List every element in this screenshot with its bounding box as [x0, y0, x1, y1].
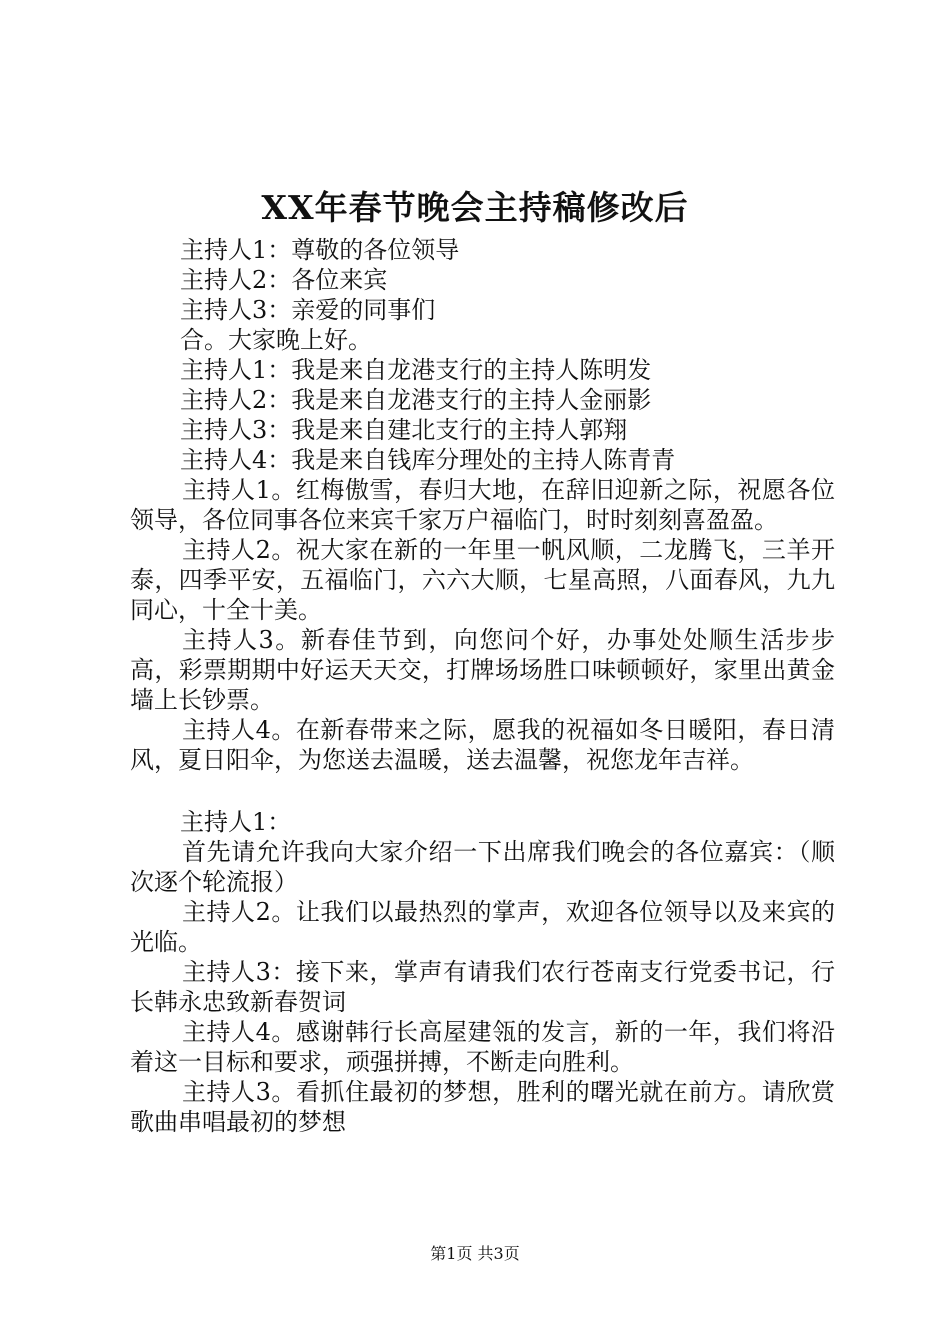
intro-line: 主持人3：亲爱的同事们	[180, 296, 436, 324]
closing-paragraph: 主持人2。让我们以最热烈的掌声，欢迎各位领导以及来宾的光临。	[130, 898, 835, 956]
intro-line: 主持人2：各位来宾	[180, 266, 388, 294]
intro-line: 主持人2：我是来自龙港支行的主持人金丽影	[180, 386, 652, 414]
closing-paragraph: 主持人3：接下来，掌声有请我们农行苍南支行党委书记，行长韩永忠致新春贺词	[130, 958, 835, 1016]
page-footer: 第1页 共3页	[430, 1244, 520, 1263]
greeting-paragraph: 主持人3。新春佳节到，向您问个好，办事处处顺生活步步高，彩票期期中好运天天交，打牌场场胜口味顿顿好，家里出黄金墙上长钞票。	[130, 626, 835, 714]
intro-line: 主持人1：我是来自龙港支行的主持人陈明发	[180, 356, 652, 384]
document-body	[130, 235, 835, 1137]
host1-label: 主持人1：	[180, 808, 292, 836]
paragraph-gap	[130, 775, 835, 807]
greeting-paragraph: 主持人1。红梅傲雪，春归大地，在辞旧迎新之际，祝愿各位领导，各位同事各位来宾千家万户福临门，时时刻刻喜盈盈。	[130, 476, 835, 534]
document-title: XX年春节晚会主持稿修改后	[261, 188, 689, 227]
guest-intro-paragraph: 首先请允许我向大家介绍一下出席我们晚会的各位嘉宾：（顺次逐个轮流报）	[130, 838, 835, 896]
intro-line: 合。大家晚上好。	[180, 326, 372, 354]
greeting-paragraph: 主持人2。祝大家在新的一年里一帆风顺，二龙腾飞，三羊开泰，四季平安，五福临门，六六大顺，七星高照，八面春风，九九同心，十全十美。	[130, 536, 835, 624]
intro-line: 主持人1：尊敬的各位领导	[180, 236, 460, 264]
closing-paragraph: 主持人4。感谢韩行长高屋建瓴的发言，新的一年，我们将沿着这一目标和要求，顽强拼搏，不断走向胜利。	[130, 1018, 835, 1076]
greeting-paragraph: 主持人4。在新春带来之际，愿我的祝福如冬日暖阳，春日清风，夏日阳伞，为您送去温暖，送去温馨，祝您龙年吉祥。	[130, 716, 835, 774]
closing-paragraph: 主持人3。看抓住最初的梦想，胜利的曙光就在前方。请欣赏歌曲串唱最初的梦想	[130, 1078, 835, 1136]
intro-line: 主持人4：我是来自钱库分理处的主持人陈青青	[180, 446, 676, 474]
intro-line: 主持人3：我是来自建北支行的主持人郭翔	[180, 416, 628, 444]
